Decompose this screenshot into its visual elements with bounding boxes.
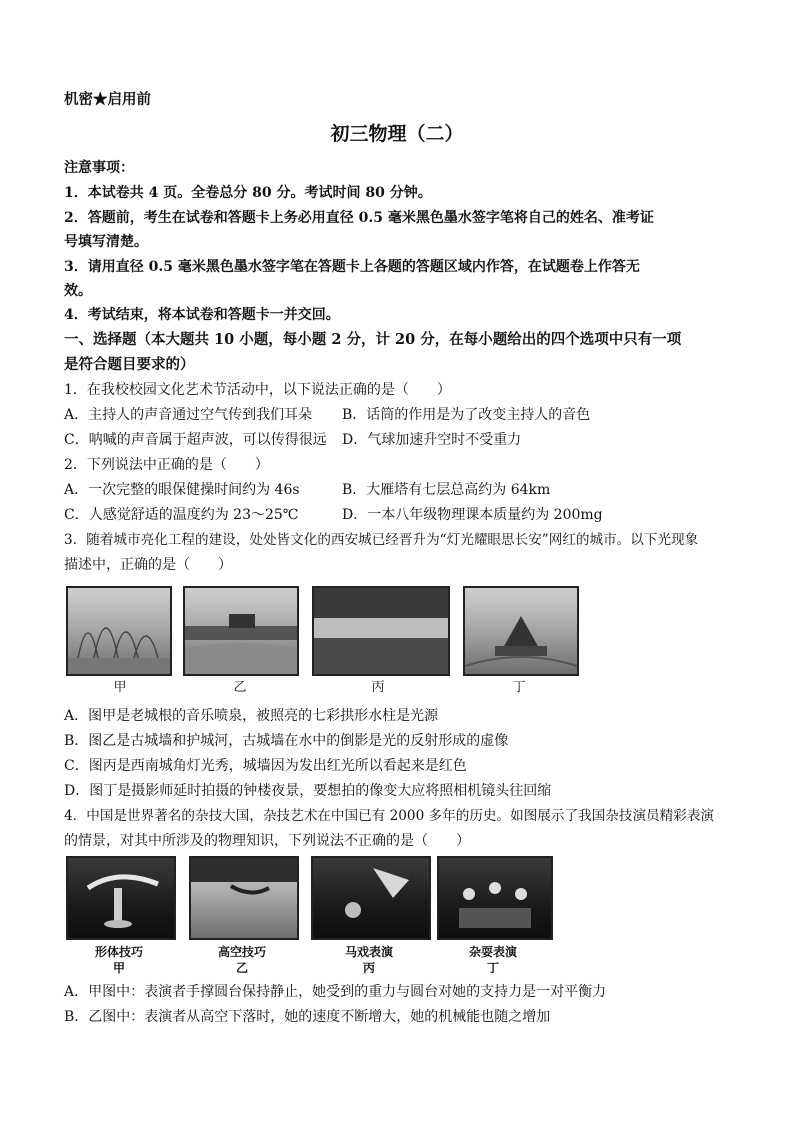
q3-caption-jia: 甲 [113,680,127,695]
juggling-sketch [439,858,551,938]
note-2: 2．答题前，考生在试卷和答题卡上务必用直径 0.5 毫米黑色墨水签字笔将自己的姓名、准考证 [64,210,654,226]
q4-stem: 4．中国是世界著名的杂技大国，杂技艺术在中国已有 2000 多年的历史。如图展示了我国杂技演员精彩表演 [64,808,715,824]
note-2-cont: 号填写清楚。 [64,234,148,250]
q4-figure-jia [66,856,176,940]
section-heading: 一、选择题（本大题共 10 小题，每小题 2 分，计 20 分，在每小题给出的四个选项中只有一项 [64,331,682,348]
q3-stem: 3．随着城市亮化工程的建设，处处皆文化的西安城已经晋升为“灯光耀眼思长安”网红的城市。以下光现象 [64,532,699,548]
q4-caption-bing-tag: 丙 [362,961,375,975]
q3-caption-yi: 乙 [233,680,247,695]
note-1: 1．本试卷共 4 页。全卷总分 80 分。考试时间 80 分钟。 [64,185,432,201]
q3-figure-yi [183,586,299,676]
q4-caption-ding-tag: 丁 [486,961,499,975]
circus-sketch [313,858,429,938]
light-show-sketch [314,588,448,674]
confidential-label: 机密★启用前 [64,91,151,108]
q4-caption-yi-tag: 乙 [235,961,248,975]
q3-figure-ding [463,586,579,676]
q2-option-c: C．人感觉舒适的温度约为 23～25℃ [64,507,299,523]
fountain-sketch [68,588,170,674]
q4-option-a: A．甲图中：表演者手撑圆台保持静止，她受到的重力与圆台对她的支持力是一对平衡力 [64,984,607,1000]
q4-figure-ding [437,856,553,940]
q2-option-a: A．一次完整的眼保健操时间约为 46s [64,482,300,498]
q1-option-d: D．气球加速升空时不受重力 [342,432,522,448]
bell-tower-sketch [465,588,577,674]
q3-option-b: B．图乙是古城墙和护城河，古城墙在水中的倒影是光的反射形成的虚像 [64,733,509,749]
q3-caption-ding: 丁 [512,680,526,695]
note-3-cont: 效。 [64,283,92,299]
q3-stem-cont: 描述中，正确的是（ ） [64,557,232,573]
city-wall-sketch [185,588,297,674]
q2-stem: 2．下列说法中正确的是（ ） [64,457,269,473]
page-title: 初三物理（二） [330,123,464,145]
q3-option-a: A．图甲是老城根的音乐喷泉，被照亮的七彩拱形水柱是光源 [64,708,439,724]
q4-figure-bing [311,856,431,940]
q4-caption-jia-tag: 甲 [112,961,125,975]
q4-option-b: B．乙图中：表演者从高空下落时，她的速度不断增大，她的机械能也随之增加 [64,1009,551,1025]
q4-caption-ding-name: 杂耍表演 [468,945,517,959]
q1-option-c: C．呐喊的声音属于超声波，可以传得很远 [64,432,327,448]
q1-option-a: A．主持人的声音通过空气传到我们耳朵 [64,407,313,423]
notes-heading: 注意事项： [64,160,134,176]
q4-stem-cont: 的情景，对其中所涉及的物理知识，下列说法不正确的是（ ） [64,833,470,849]
q3-option-c: C．图丙是西南城角灯光秀，城墙因为发出红光所以看起来是红色 [64,758,467,774]
q2-option-b: B．大雁塔有七层总高约为 64km [342,482,551,498]
aerial-sketch [191,858,297,938]
q3-option-d: D．图丁是摄影师延时拍摄的钟楼夜景，要想拍的像变大应将照相机镜头往回缩 [64,783,552,799]
note-3: 3．请用直径 0.5 毫米黑色墨水签字笔在答题卡上各题的答题区域内作答，在试题卷上作答无 [64,259,640,275]
acrobat-sketch [68,858,174,938]
q2-option-d: D．一本八年级物理课本质量约为 200mg [342,507,603,523]
q1-option-b: B．话筒的作用是为了改变主持人的音色 [342,407,591,423]
q3-caption-bing: 丙 [371,680,385,695]
q4-figure-yi [189,856,299,940]
q3-figure-bing [312,586,450,676]
section-heading-cont: 是符合题目要求的） [64,356,195,373]
q1-stem: 1．在我校校园文化艺术节活动中，以下说法正确的是（ ） [64,382,451,398]
q4-caption-jia-name: 形体技巧 [94,945,143,959]
q4-caption-bing-name: 马戏表演 [344,945,393,959]
note-4: 4．考试结束，将本试卷和答题卡一并交回。 [64,307,340,323]
q4-caption-yi-name: 高空技巧 [217,945,266,959]
q3-figure-jia [66,586,172,676]
